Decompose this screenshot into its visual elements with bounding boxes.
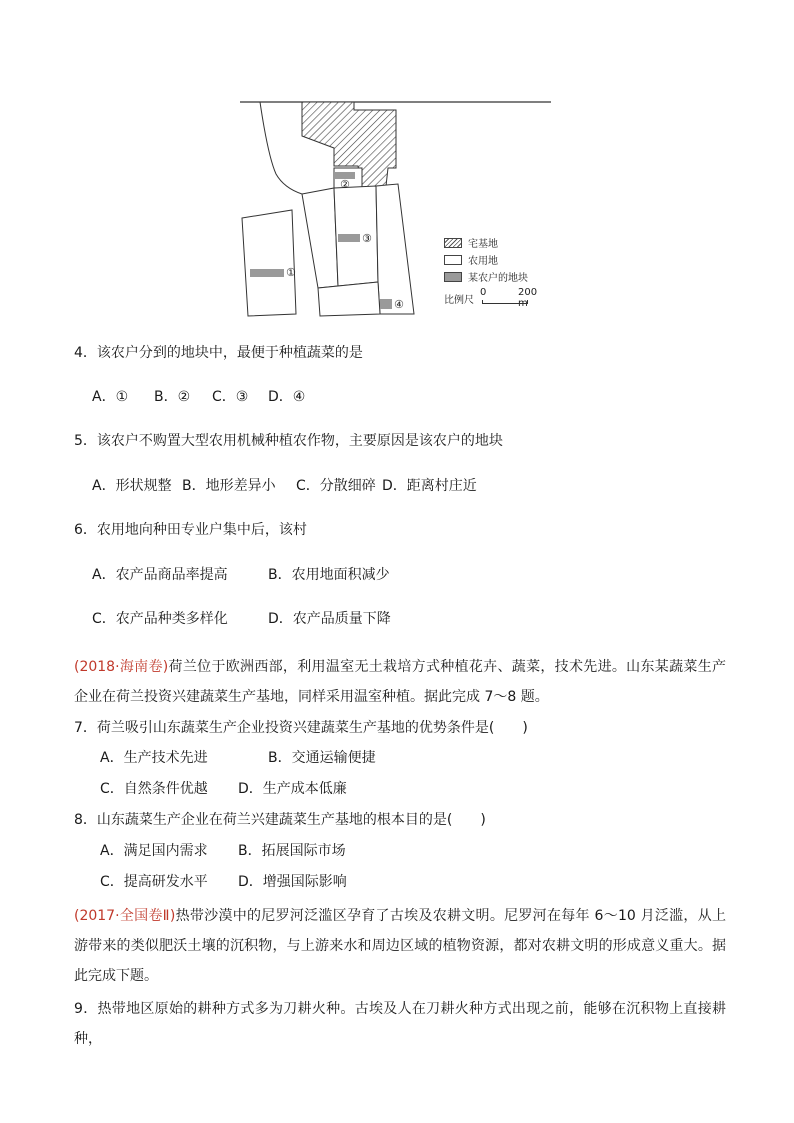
q7-option-b: B．交通运输便捷 bbox=[268, 750, 376, 766]
q4-option-d: D．④ bbox=[268, 389, 306, 405]
plot-4 bbox=[380, 299, 392, 309]
plot-4-label: ④ bbox=[394, 298, 404, 311]
scale-zero: 0 bbox=[480, 287, 487, 298]
map-legend bbox=[444, 234, 528, 285]
scale-label: 比例尺 bbox=[444, 295, 474, 306]
farmland-block-center-left bbox=[302, 188, 338, 288]
legend-household-plot bbox=[444, 268, 528, 285]
q4-option-b: B．② bbox=[154, 389, 191, 405]
q6-option-d: D．农产品质量下降 bbox=[268, 611, 391, 627]
passage-2-source: (2017·全国卷Ⅱ) bbox=[74, 908, 176, 924]
road-curve bbox=[260, 102, 302, 194]
q5-option-c: C．分散细碎 bbox=[296, 478, 376, 494]
passage-1-source: (2018·海南卷) bbox=[74, 659, 169, 675]
q8-option-c: C．提高研发水平 bbox=[100, 874, 208, 890]
q8-option-a: A．满足国内需求 bbox=[100, 843, 208, 859]
q7-option-a: A．生产技术先进 bbox=[100, 750, 208, 766]
passage-2-text: 热带沙漠中的尼罗河泛滥区孕育了古埃及农耕文明。尼罗河在每年 6～10 月泛滥，从上游带来的类似肥沃土壤的沉积物，与上游来水和周边区域的植物资源，都对农耕文明的形成意义重大。据此完成下题。 bbox=[74, 908, 726, 984]
q4-option-c: C．③ bbox=[212, 389, 249, 405]
scale-max: 200 m bbox=[518, 287, 538, 309]
passage-2018-hainan bbox=[74, 652, 726, 712]
passage-1-text: 荷兰位于欧洲西部，利用温室无土栽培方式种植花卉、蔬菜，技术先进。山东某蔬菜生产企业在荷兰投资兴建蔬菜生产基地，同样采用温室种植。据此完成 7～8 题。 bbox=[74, 659, 726, 705]
question-6-stem: 6．农用地向种田专业户集中后，该村 bbox=[74, 522, 307, 538]
plot-3-label: ③ bbox=[362, 232, 372, 245]
scale-bar bbox=[480, 287, 546, 309]
q5-option-a: A．形状规整 bbox=[92, 478, 172, 494]
q6-option-b: B．农用地面积减少 bbox=[268, 567, 390, 583]
q7-option-c: C．自然条件优越 bbox=[100, 781, 208, 797]
question-5-stem: 5．该农户不购置大型农用机械种植农作物，主要原因是该农户的地块 bbox=[74, 433, 503, 449]
q6-option-a: A．农产品商品率提高 bbox=[92, 567, 228, 583]
legend-homestead-label: 宅基地 bbox=[468, 239, 498, 250]
farmland-block-left bbox=[242, 210, 296, 316]
homestead-swatch bbox=[444, 238, 462, 248]
legend-farmland-label: 农用地 bbox=[468, 256, 498, 267]
farmland-block-bottom bbox=[318, 282, 380, 316]
question-4-stem: 4．该农户分到的地块中，最便于种植蔬菜的是 bbox=[74, 345, 363, 361]
plot-3 bbox=[338, 234, 360, 242]
legend-farmland bbox=[444, 251, 528, 268]
question-7-stem: 7．荷兰吸引山东蔬菜生产企业投资兴建蔬菜生产基地的优势条件是( ) bbox=[74, 720, 528, 736]
q8-option-d: D．增强国际影响 bbox=[238, 874, 347, 890]
map-scale bbox=[444, 287, 546, 309]
passage-2017-national bbox=[74, 901, 726, 991]
q6-option-c: C．农产品种类多样化 bbox=[92, 611, 228, 627]
plot-2-label: ② bbox=[340, 178, 350, 191]
scale-line bbox=[482, 300, 528, 304]
farmland-block-right bbox=[376, 184, 414, 314]
legend-household-plot-label: 某农户的地块 bbox=[468, 273, 528, 284]
q8-option-b: B．拓展国际市场 bbox=[238, 843, 346, 859]
question-9-stem: 9．热带地区原始的耕种方式多为刀耕火种。古埃及人在刀耕火种方式出现之前，能够在沉积物上直接耕种， bbox=[74, 1001, 726, 1047]
plot-1 bbox=[250, 269, 284, 277]
q4-option-a: A．① bbox=[92, 389, 129, 405]
q5-option-b: B．地形差异小 bbox=[182, 478, 276, 494]
household-plot-swatch bbox=[444, 272, 462, 282]
farmland-swatch bbox=[444, 255, 462, 265]
question-8-stem: 8．山东蔬菜生产企业在荷兰兴建蔬菜生产基地的根本目的是( ) bbox=[74, 812, 486, 828]
q5-option-d: D．距离村庄近 bbox=[382, 478, 477, 494]
plot-1-label: ① bbox=[286, 266, 296, 279]
q7-option-d: D．生产成本低廉 bbox=[238, 781, 347, 797]
legend-homestead bbox=[444, 234, 528, 251]
